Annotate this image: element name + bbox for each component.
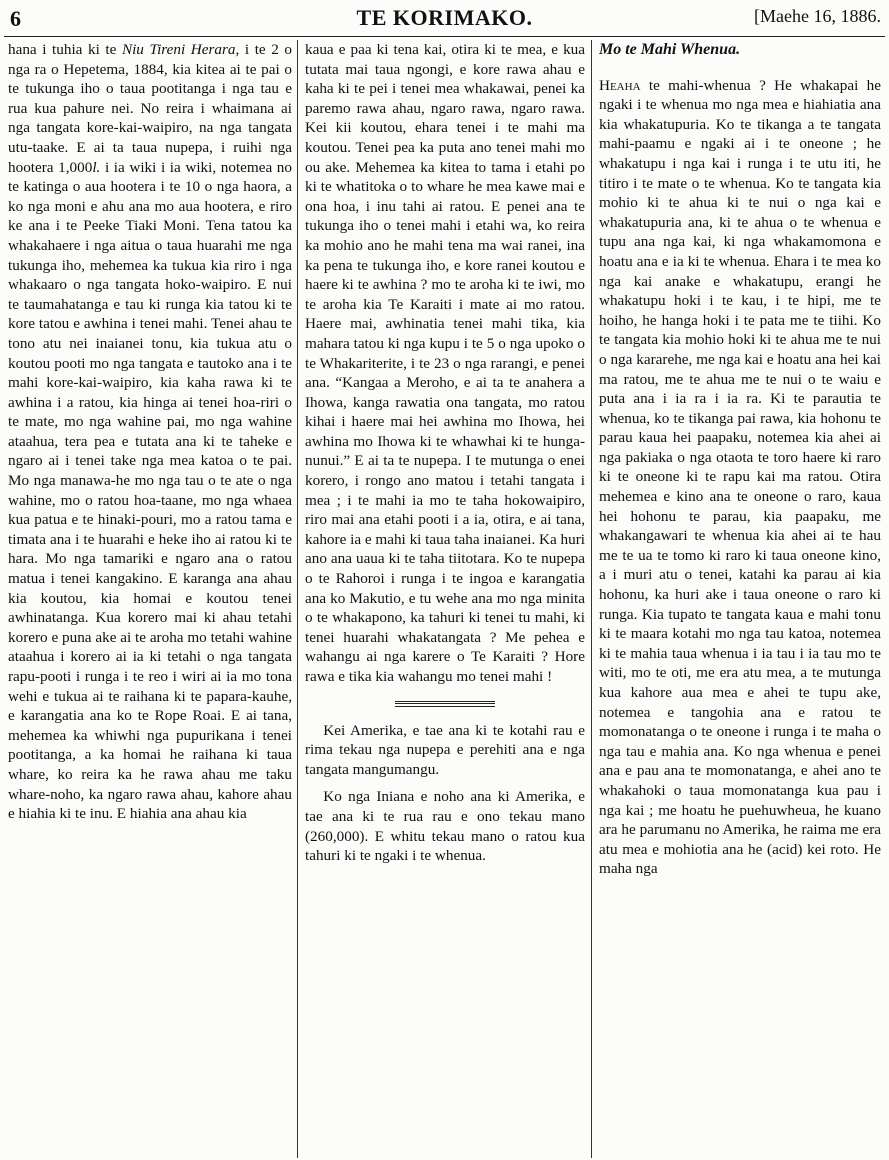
lead-word: Heaha [599, 76, 641, 94]
issue-date: [Maehe 16, 1886. [754, 6, 881, 26]
article-paragraph [599, 76, 881, 879]
page-header [0, 0, 889, 38]
article-paragraph: kaua e paa ki tena kai, otira ki te mea, e kua tutata mai taua ngongi, e kore rawa ahau e kaha ki te pei i tenei mea whakawai, penei ka paremo rawa ahau, ngaro rawa, ngaro rawa. Kei kii koutou, ehara tenei i te mahi ma koutou. Tenei pea ka puta ano tenei mahi mo ou ake. Mehemea ka kitea to tama i etahi po ki te whatitoka o to whare he mea kawe mai e ona hoa, i inu tahi ai ratou. E penei ana te tukunga iho o tenei mahi i etahi wa, ko reira ka mohio ano he mahi tena ma wai ranei, ina ka pena te tukunga iho, e kore ranei koutou e haere ki te awhina ? mo te aroha ki te iwi, mo te aroha kia Te Karaiti i mate ai mo ratou. Haere mai, awhinatia tenei mahi tika, kia mahara tatou ki nga kupu i te 5 o nga upoko o te Whakariterite, i te 23 o nga rarangi, e penei ana. “Kangaa a Meroho, e ai ta te anahera a Ihowa, kanga rawatia ona tangata, mo ratou kihai i haere mai hei awhina mo Ihowa, hei awhina mo Ihowa ki te whawhai ki te hunga-nunui.” E ai ta te nupepa. I te mutunga o enei korero, i rongo ano matou i tetahi tangata i mea ; i te mahi ia mo te taha hokowaipiro, riro mai ana etahi pooti i a ia, otira, e ai tana, kahore ia e mahi ki taua taha inaianei. Ka huri ano ana uaua ki te taha tiitotara. Ko te nupepa o te Rahoroi i runga i te ingoa e karangatia ana ko Makutio, e tu wehe ana mo nga minita o te whakapono, ka tahuri ki tenei tu mahi, ki tenei huarahi whakatangata ? Me pehea e wahangu ai nga karere o Te Karaiti ? Hore rawa e tika kia wahangu mo tenei mahi ! [305, 41, 585, 685]
column-2 [305, 40, 585, 1158]
header-rule [4, 36, 885, 37]
column-divider-1 [297, 40, 298, 1158]
newspaper-name-ref: Niu Tireni Herara [121, 41, 236, 58]
text-run: hana i tuhia ki te [8, 41, 122, 58]
text-run: i ia wiki i ia wiki, notemea no te katinga o aua hootera i te 10 o nga haora, a ko nga moni e ahu ana mo aua hootera, e riro ke ana i te Peeke Tiaki Moni. Tena tatou ka whakahaere i nga aitua o taua huarahi me nga tukunga iho, mehemea ka tukua kia riro i nga whakaaro o nga tangata hoko-waipiro. E nui te taumahatanga e tau ki runga kia tatou ki te kore tatou e awhina i tenei mahi. Tenei ahau te tono atu nei inaianei tonu, kia tukua atu o koutou pooti mo nga tangata e tautoko ana i te mahi kore-kai-waipiro, kia kaha rawa ki te awhina i a ratou, kia hinga ai tenei hoa-riri o te mate, mo nga wahine pai, mo nga wahine ataahua, tera pea e tutata ana ki te taheke e ngaro ai i tenei take nga mea katoa o te pai. Mo nga manawa-he mo nga tau o te ate o nga wahine, mo o ratou hoa-taane, mo nga whaea kua patua e te hinaki-pouri, mo a ratou tama e timata ana i te huarahi e heke iho ai ratou ki te hara. Mo nga tamariki e ngaro ana o ratou matua i tenei kangakino. E karanga ana ahau kia koutou, kia homai e koutou tenei awhinatanga. Kua korero mai ki ahau tetahi korero e puna ake ai te aroha mo tetahi wahine ataahua i korero ai ia ki tetahi o nga tangata rapu-pooti i runga i te reo i wiri ai ia mo tona wehi e tukua ai te raihana ki te papara-kauhe, e karangatia ana ko te Rope Roai. E ai tana, mehemea ka whiwhi nga pupurikana i tenei pootitanga, a ka homai he raihana ki taua whare, ko reira ka he rawa ahau me taku whare-noho, ka ngaro rawa ahau, kahore ahau e hiahia ki te inu. E hiahia ana ahau kia [8, 158, 292, 823]
pound-symbol: l. [92, 158, 101, 176]
text-run: , i te 2 o nga ra o Hepetema, 1884, kia kitea ai te pai o te tukunga iho o taua pootitanga i nga tau e rua kua pahure nei. No reira i whaimana ai nga tangata kore-kai-waipiro, na nga tangata utu-taake. E ai ta taua nupepa, i ruihi nga hootera 1,000 [8, 41, 292, 176]
column-3 [599, 40, 881, 1158]
section-divider [395, 701, 495, 707]
column-1 [8, 40, 292, 1158]
text-run: te mahi-whenua ? He whakapai he ngaki i te whenua mo nga mea e hiahiatia ana kia whakatupuria. Ko te tikanga a te tangata mahi-paamu e ngaki ai i te oneone ; he whakatupu i nga kai i runga i te utu iti, he titiro i te mate o te whenua. Ko te tangata kia mohio ki te ahua ki te nui o nga kai e whakatupuria ana, ki te ahua o te whenua e tupu ana nga kai, ki nga whakamomona e hoatu ana e ia ki te whenua. Ehara i te mea ko nga kai anake e whakatupu, erangi he whakatupu hoki i te kau, i te hipi, me te hoiho, he hanga hoki i te pata me te tiihi. Ko te tangata kia mohio hoki ki te ahua me te nui o nga kararehe, me nga kai e hoatu ana hei kai ma ratou, me te ahua me te nui o te waiu e puta ana i ia ra i ia ra. Ki te parautia te whenua, ko te tikanga pai rawa, kia hohonu te parau kaua hei paapaku, notemea kia ahei ai nga pakiaka o nga otaota te toro haere ki raro ki te oneone ki te rapu kai ma ratou. Otira mehemea e kino ana te oneone o raro, kaua hei hohonu te parau, kia paapaku, me whakangawari te whenua kia ahei ai te hau me te ua te tomo ki raro ki taua oneone kino, a i muri atu o tenei, katahi ka parau ai kia hohonu, ka huri ake i taua oneone o raro ki runga. Kia tupato te tangata kaua e mahi tonu ki te maara kotahi mo nga tau katoa, notemea ki te mahia taua whenua i ia tau i ia tau mo te witi, mo te oti, me era atu mea, a te mutunga kua kahore aua mea e ahei te tupu ake, notemea e tangohia ana e ratou te momonatanga o te oneone i runga i te maha o nga tau e mahia ana. Ko nga whenua e penei ana e pau ana te momonatanga, e ahei ano te whakahoki o taua momonatanga kua pau i nga kai ; me hoatu he puehuwheua, he kuano ara he parumanu no Amerika, he raima me era atu mea e mohiotia ana he (acid) kei roto. He maha nga [599, 76, 881, 878]
news-item-paragraph: Ko nga Iniana e noho ana ki Amerika, e tae ana ki te rua rau e ono tekau mano (260,000). E whitu tekau mano o ratou kua tahuri ki te ngaki i te whenua. [305, 788, 585, 865]
page-number: 6 [10, 6, 21, 31]
article-heading: Mo te Mahi Whenua. [599, 41, 741, 58]
column-divider-2 [591, 40, 592, 1158]
newspaper-title: TE KORIMAKO. [356, 5, 533, 30]
article-paragraph [8, 40, 292, 824]
news-item-paragraph: Kei Amerika, e tae ana ki te kotahi rau e rima tekau nga nupepa e perehiti ana e nga tangata mangumangu. [305, 721, 585, 778]
